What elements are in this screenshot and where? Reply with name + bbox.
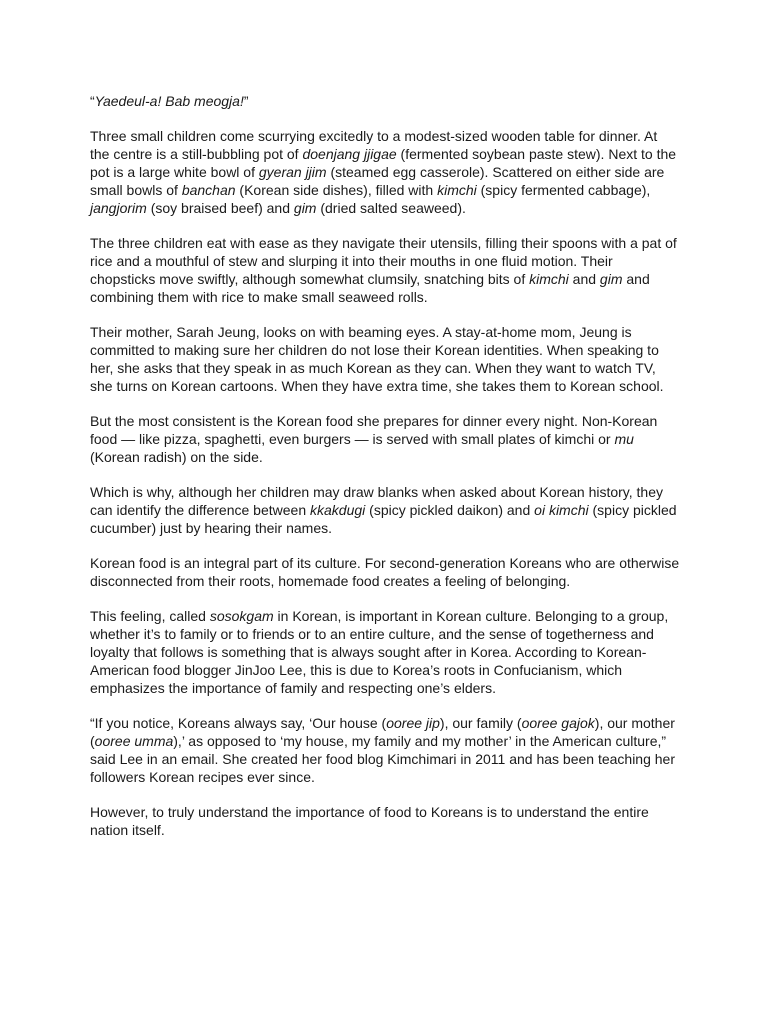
italic-term: ooree umma xyxy=(94,733,174,749)
italic-term: jangjorim xyxy=(90,200,147,216)
italic-term: Yaedeul-a! Bab meogja! xyxy=(94,93,244,109)
text-run: (spicy pickled cucumber) just by hearing their names. xyxy=(90,502,677,536)
text-run: (fermented soybean paste stew). Next to the pot is a large white bowl of xyxy=(90,146,677,180)
italic-term: oi kimchi xyxy=(534,502,589,518)
text-run: “If you notice, Koreans always say, ‘Our house ( xyxy=(90,715,387,731)
text-run: The three children eat with ease as they navigate their utensils, filling their spoons with a pat of rice and a mouthful of stew and slurping it into their mouths in one fluid motion. Their chopsticks move swiftly, although somewhat clumsily, snatching bits of xyxy=(90,235,677,287)
text-run: Which is why, although her children may draw blanks when asked about Korean history, they can identify the difference between xyxy=(90,484,664,518)
italic-term: kimchi xyxy=(529,271,569,287)
text-run: in Korean, is important in Korean culture. Belonging to a group, whether it’s to family or to friends or to an entire culture, and the sense of togetherness and loyalty that follows is something that is always sought after in Korea. According to Korean-American food blogger JinJoo Lee, this is due to Korea’s roots in Confucianism, which emphasizes the importance of family and respecting one’s elders. xyxy=(90,608,669,696)
text-run: “ xyxy=(90,93,95,109)
text-run: But the most consistent is the Korean food she prepares for dinner every night. Non-Korean food — like pizza, spaghetti, even burgers — is served with small plates of kimchi or xyxy=(90,413,658,447)
italic-term: kimchi xyxy=(437,182,477,198)
body-paragraph xyxy=(90,412,680,466)
body-paragraph xyxy=(90,714,680,786)
text-run: Three small children come scurrying excitedly to a modest-sized wooden table for dinner. At the centre is a still-bubbling pot of xyxy=(90,128,658,162)
text-run: ),’ as opposed to ‘my house, my family and my mother’ in the American culture,” said Lee in an email. She created her food blog Kimchimari in 2011 and has been teaching her followers Korean recipes ever since. xyxy=(90,733,676,785)
italic-term: kkakdugi xyxy=(310,502,366,518)
text-run: (Korean radish) on the side. xyxy=(90,449,263,465)
text-run: Their mother, Sarah Jeung, looks on with beaming eyes. A stay-at-home mom, Jeung is committed to making sure her children do not lose their Korean identities. When speaking to her, she asks that they speak in as much Korean as they can. When they want to watch TV, she turns on Korean cartoons. When they have extra time, she takes them to Korean school. xyxy=(90,324,664,394)
body-paragraph xyxy=(90,607,680,697)
text-run: Korean food is an integral part of its culture. For second-generation Koreans who are otherwise disconnected from their roots, homemade food creates a feeling of belonging. xyxy=(90,555,680,589)
text-run: However, to truly understand the importance of food to Koreans is to understand the entire nation itself. xyxy=(90,804,649,838)
text-run: (Korean side dishes), filled with xyxy=(235,182,438,198)
body-paragraph xyxy=(90,554,680,590)
body-paragraph xyxy=(90,234,680,306)
text-run: (spicy fermented cabbage), xyxy=(476,182,651,198)
text-run: (steamed egg casserole). Scattered on either side are small bowls of xyxy=(90,164,665,198)
italic-term: ooree jip xyxy=(386,715,440,731)
body-paragraph xyxy=(90,483,680,537)
text-run: (dried salted seaweed). xyxy=(316,200,466,216)
italic-term: mu xyxy=(614,431,634,447)
text-run: (spicy pickled daikon) and xyxy=(365,502,535,518)
body-paragraph xyxy=(90,127,680,217)
document-page xyxy=(90,92,680,856)
italic-term: gyeran jjim xyxy=(258,164,327,180)
italic-term: gim xyxy=(599,271,623,287)
body-paragraph xyxy=(90,803,680,839)
text-run: ” xyxy=(243,93,249,109)
text-run: and combining them with rice to make small seaweed rolls. xyxy=(90,271,650,305)
text-run: ), our mother ( xyxy=(90,715,675,749)
body-text xyxy=(90,127,680,839)
text-run: ), our family ( xyxy=(439,715,522,731)
opening-quote xyxy=(90,92,680,110)
italic-term: ooree gajok xyxy=(521,715,595,731)
italic-term: doenjang jjigae xyxy=(302,146,397,162)
text-run: (soy braised beef) and xyxy=(146,200,294,216)
italic-term: gim xyxy=(293,200,317,216)
text-run: This feeling, called xyxy=(90,608,210,624)
italic-term: sosokgam xyxy=(209,608,274,624)
body-paragraph xyxy=(90,323,680,395)
italic-term: banchan xyxy=(181,182,236,198)
text-run: and xyxy=(568,271,600,287)
